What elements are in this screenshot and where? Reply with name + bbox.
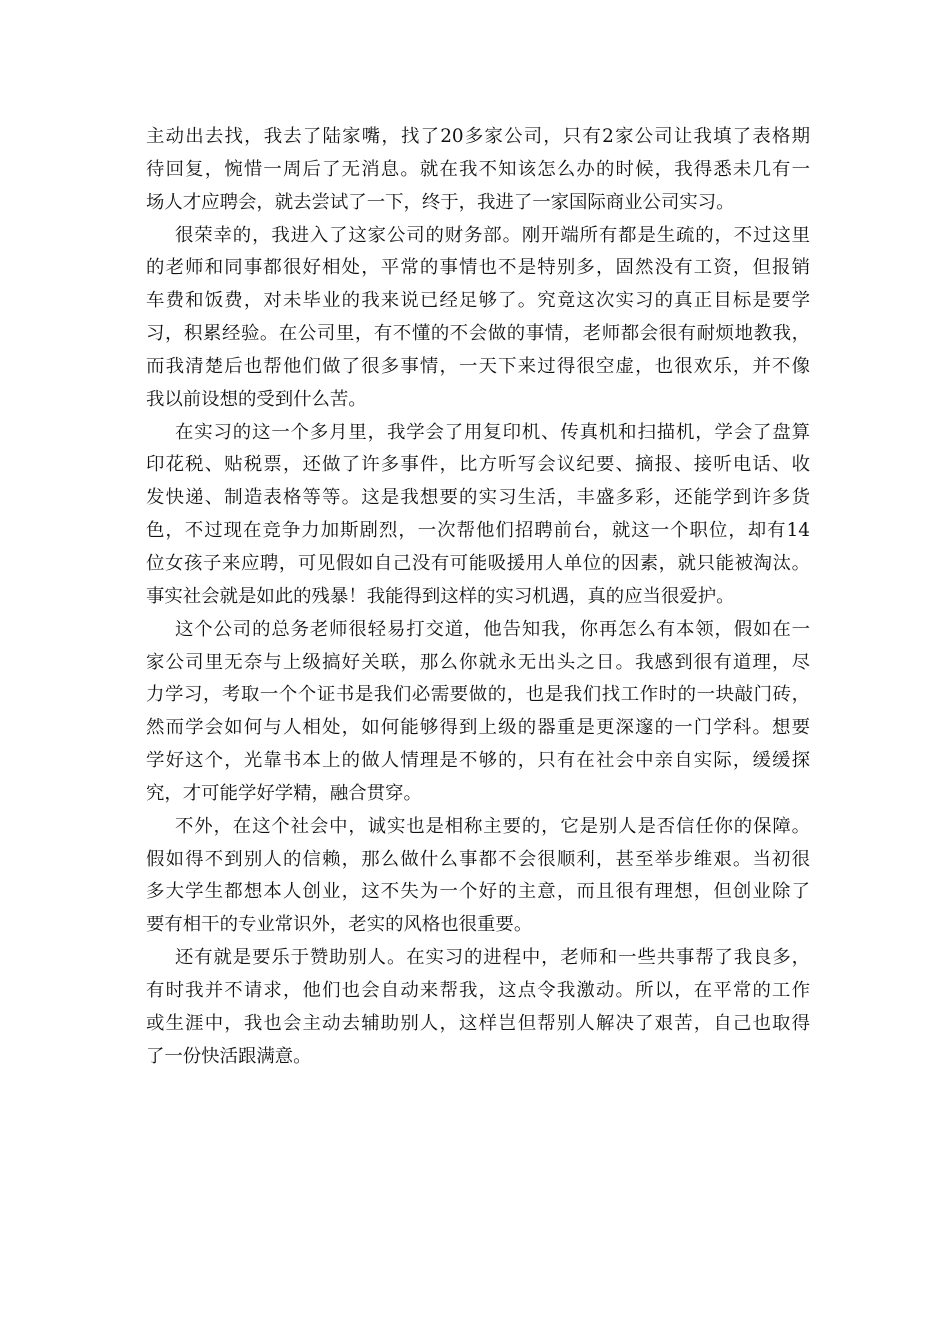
- text-line: 在实习的这一个多月里，我学会了用复印机、传真机和扫描机，学会了盘算: [175, 421, 810, 443]
- text-line: 多大学生都想本人创业，这不失为一个好的主意，而且很有理想，但创业除了: [146, 881, 810, 903]
- text-line: 假如得不到别人的信赖，那么做什么事都不会很顺利，甚至举步维艰。当初很: [146, 848, 810, 870]
- text-line: 或生涯中，我也会主动去辅助别人，这样岂但帮别人解决了艰苦，自己也取得: [146, 1012, 810, 1034]
- paragraph-1: [146, 121, 810, 220]
- text-line: 的老师和同事都很好相处，平常的事情也不是特别多，固然没有工资，但报销: [146, 257, 810, 279]
- text-line: 不外，在这个社会中，诚实也是相称主要的，它是别人是否信任你的保障。: [175, 815, 810, 837]
- text-line: 这个公司的总务老师很轻易打交道，他告知我，你再怎么有本领，假如在一: [175, 618, 810, 640]
- paragraph-4: [146, 614, 810, 811]
- document-page: [146, 121, 810, 1073]
- text-line: 印花税、贴税票，还做了许多事件，比方听写会议纪要、摘报、接听电话、收: [146, 454, 810, 476]
- text-line: 场人才应聘会，就去尝试了一下，终于，我进了一家国际商业公司实习。: [146, 191, 735, 213]
- text-line: 待回复，惋惜一周后了无消息。就在我不知该怎么办的时候，我得悉未几有一: [146, 158, 810, 180]
- text-line: 而我清楚后也帮他们做了很多事情，一天下来过得很空虚，也很欢乐，并不像: [146, 355, 810, 377]
- text-line: 家公司里无奈与上级搞好关联，那么你就永无出头之日。我感到很有道理，尽: [146, 651, 810, 673]
- text-line: 力学习，考取一个个证书是我们必需要做的，也是我们找工作时的一块敲门砖，: [146, 684, 810, 706]
- text-line: 色，不过现在竞争力加斯剧烈，一次帮他们招聘前台，就这一个职位，却有14: [146, 520, 810, 542]
- paragraph-5: [146, 811, 810, 942]
- text-line: 很荣幸的，我进入了这家公司的财务部。刚开端所有都是生疏的，不过这里: [175, 224, 810, 246]
- text-line: 主动出去找，我去了陆家嘴，找了20多家公司，只有2家公司让我填了表格期: [146, 126, 810, 147]
- paragraph-2: [146, 220, 810, 417]
- text-line: 究，才可能学好学精，融合贯穿。: [146, 782, 422, 804]
- text-line: 然而学会如何与人相处，如何能够得到上级的器重是更深邃的一门学科。想要: [146, 717, 810, 739]
- paragraph-6: [146, 942, 810, 1073]
- text-line: 位女孩子来应聘，可见假如自己没有可能吸援用人单位的因素，就只能被淘汰。: [146, 552, 810, 574]
- text-line: 学好这个，光靠书本上的做人情理是不够的，只有在社会中亲自实际，缓缓探: [146, 750, 810, 772]
- text-line: 事实社会就是如此的残暴！我能得到这样的实习机遇，真的应当很爱护。: [146, 585, 735, 607]
- text-line: 习，积累经验。在公司里，有不懂的不会做的事情，老师都会很有耐烦地教我，: [146, 323, 810, 345]
- paragraph-3: [146, 417, 810, 614]
- text-line: 发快递、制造表格等等。这是我想要的实习生活，丰盛多彩，还能学到许多货: [146, 487, 810, 509]
- text-line: 我以前设想的受到什么苦。: [146, 388, 367, 410]
- text-line: 车费和饭费，对未毕业的我来说已经足够了。究竟这次实习的真正目标是要学: [146, 290, 810, 312]
- text-line: 要有相干的专业常识外，老实的风格也很重要。: [146, 914, 533, 936]
- text-line: 了一份快活跟满意。: [146, 1045, 312, 1067]
- text-line: 还有就是要乐于赞助别人。在实习的进程中，老师和一些共事帮了我良多，: [175, 947, 810, 969]
- text-line: 有时我并不请求，他们也会自动来帮我，这点令我激动。所以，在平常的工作: [146, 979, 810, 1001]
